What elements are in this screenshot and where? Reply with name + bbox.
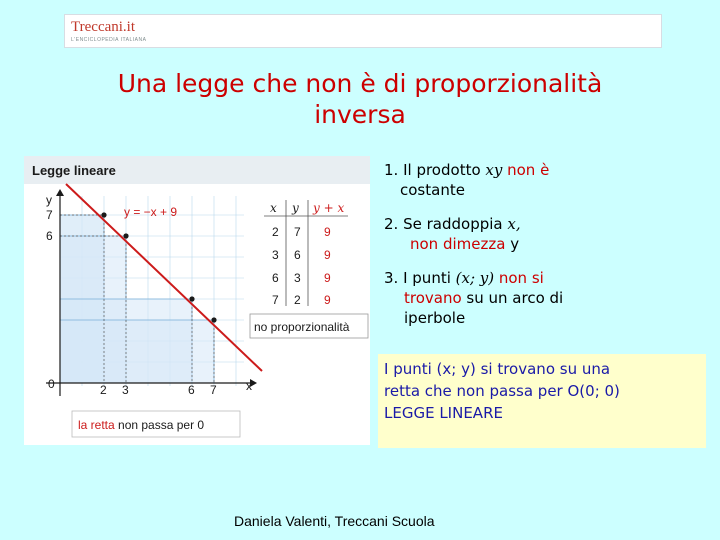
treccani-banner xyxy=(64,14,662,48)
line-equation: y = −x + 9 xyxy=(124,205,178,219)
table-cell: 9 xyxy=(324,293,331,307)
property-1 xyxy=(384,160,704,200)
property-3-cont: iperbole xyxy=(404,309,466,327)
table-cell: 9 xyxy=(324,225,331,239)
y-axis-label: y xyxy=(46,193,52,207)
property-3-text: I punti xyxy=(403,269,456,287)
y-tick-6: 6 xyxy=(46,229,53,243)
property-2-post: y xyxy=(505,235,520,253)
slide-title xyxy=(40,68,680,130)
table-header-x: x xyxy=(270,201,277,215)
figure-heading: Legge lineare xyxy=(32,163,116,178)
property-3 xyxy=(384,268,704,328)
title-line-2: inversa xyxy=(314,100,406,129)
point-7-2 xyxy=(211,317,216,322)
linear-law-figure xyxy=(24,156,370,445)
property-3-red-2: trovano xyxy=(404,289,462,307)
origin-label: 0 xyxy=(48,377,55,391)
note-text: no proporzionalità xyxy=(254,320,350,334)
table-cell: 7 xyxy=(294,225,301,239)
conclusion-callout xyxy=(378,354,706,448)
table-cell: 6 xyxy=(294,248,301,262)
property-3-var: (x; y) xyxy=(455,269,495,287)
property-2-var: x, xyxy=(507,215,521,233)
table-cell: 9 xyxy=(324,271,331,285)
property-1-red: non è xyxy=(502,161,550,179)
table-cell: 9 xyxy=(324,248,331,262)
table-cell: 3 xyxy=(294,271,301,285)
linear-law-graph xyxy=(24,156,370,445)
x-tick-7: 7 xyxy=(210,383,217,397)
callout-line-3: LEGGE LINEARE xyxy=(384,404,503,422)
table-cell: 3 xyxy=(272,248,279,262)
table-cell: 2 xyxy=(272,225,279,239)
point-3-6 xyxy=(123,233,128,238)
y-tick-7: 7 xyxy=(46,208,53,222)
table-header-y: y xyxy=(292,201,299,215)
property-3-post: su un arco di xyxy=(461,289,564,307)
callout-line-2: retta che non passa per O(0; 0) xyxy=(384,382,620,400)
property-1-text: Il prodotto xyxy=(403,161,486,179)
property-2-text: Se raddoppia xyxy=(403,215,508,233)
table-header-sum: y + x xyxy=(313,201,345,215)
property-1-number: 1. xyxy=(384,161,399,179)
point-2-7 xyxy=(101,212,106,217)
treccani-tagline: L'ENCICLOPEDIA ITALIANA xyxy=(71,37,147,43)
property-2-red: non dimezza xyxy=(410,235,506,253)
value-table xyxy=(264,200,348,307)
table-cell: 2 xyxy=(294,293,301,307)
x-tick-3: 3 xyxy=(122,383,129,397)
table-cell: 6 xyxy=(272,271,279,285)
y-axis-arrow xyxy=(56,189,64,196)
property-3-red: non si xyxy=(494,269,544,287)
rect-point-7-2 xyxy=(60,320,214,383)
caption: la retta non passa per 0 xyxy=(78,418,205,432)
point-6-3 xyxy=(189,296,194,301)
property-1-var: xy xyxy=(485,161,503,179)
x-axis-label: x xyxy=(246,379,252,393)
property-list xyxy=(384,160,704,342)
property-2 xyxy=(384,214,704,254)
table-cell: 7 xyxy=(272,293,279,307)
callout-line-1: I punti (x; y) si trovano su una xyxy=(384,360,611,378)
property-2-number: 2. xyxy=(384,215,399,233)
x-tick-2: 2 xyxy=(100,383,107,397)
x-tick-6: 6 xyxy=(188,383,195,397)
footer-credit: Daniela Valenti, Treccani Scuola xyxy=(234,513,435,529)
treccani-logo: Treccani.it xyxy=(71,19,136,35)
property-3-number: 3. xyxy=(384,269,399,287)
property-1-cont: costante xyxy=(400,181,465,199)
title-line-1: Una legge che non è di proporzionalità xyxy=(117,69,603,98)
